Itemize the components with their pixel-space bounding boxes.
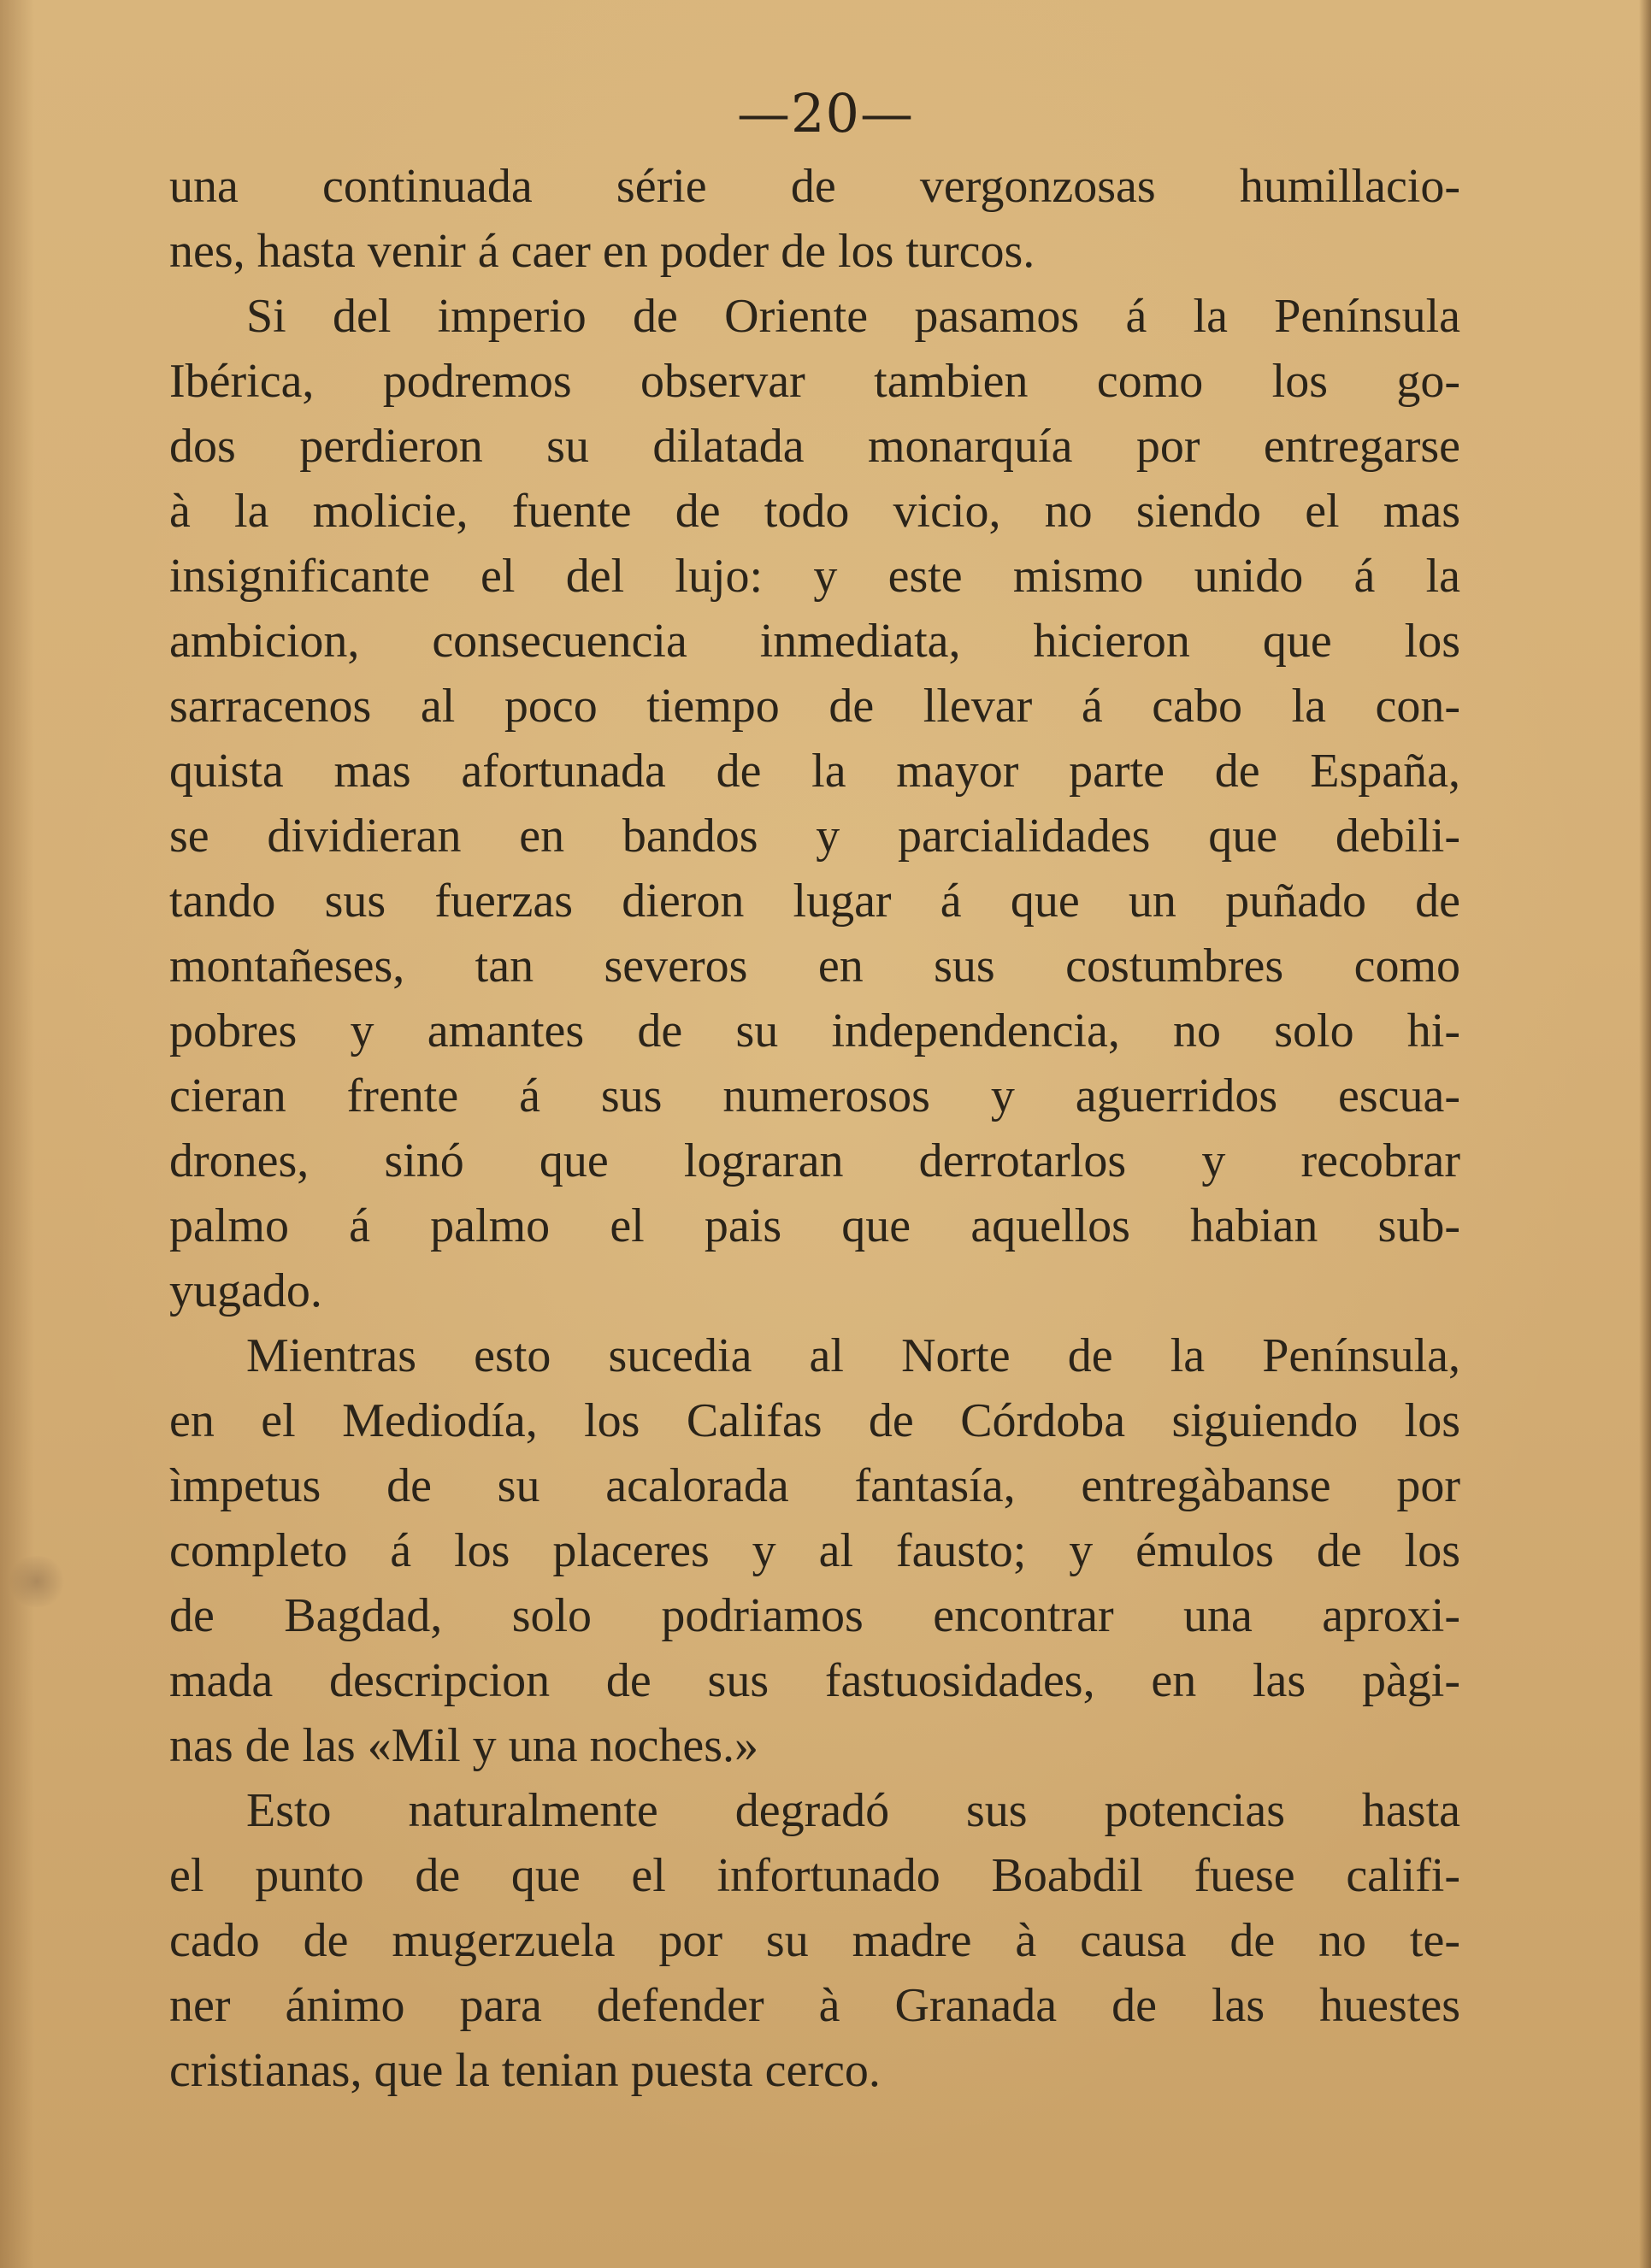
- text-line: mada descripcion de sus fastuosidades, en las pàgi-: [169, 1654, 1460, 1707]
- text-line: cristianas, que la tenian puesta cerco.: [169, 2044, 881, 2097]
- text-line: cado de mugerzuela por su madre à causa de no te-: [169, 1914, 1460, 1967]
- text-line: sarracenos al poco tiempo de llevar á cabo la con-: [169, 680, 1460, 733]
- page-right-edge: [1639, 0, 1651, 2268]
- text-line: en el Mediodía, los Califas de Córdoba siguiendo los: [169, 1394, 1460, 1447]
- text-line: ner ánimo para defender à Granada de las huestes: [169, 1979, 1460, 2032]
- page-left-shadow: [0, 0, 34, 2268]
- text-line: completo á los placeres y al fausto; y émulos de los: [169, 1524, 1460, 1577]
- text-line: pobres y amantes de su independencia, no solo hi-: [169, 1004, 1460, 1057]
- text-line: ìmpetus de su acalorada fantasía, entregàbanse por: [169, 1459, 1460, 1512]
- text-line: Mientras esto sucedia al Norte de la Península,: [246, 1329, 1460, 1382]
- text-line: una continuada série de vergonzosas humillacio-: [169, 160, 1460, 213]
- text-line: palmo á palmo el pais que aquellos habian sub-: [169, 1199, 1460, 1252]
- text-line: de Bagdad, solo podriamos encontrar una aproxi-: [169, 1589, 1460, 1642]
- text-line: ambicion, consecuencia inmediata, hicieron que los: [169, 615, 1460, 668]
- paper-stain: [7, 1556, 67, 1607]
- text-line: insignificante el del lujo: y este mismo unido á la: [169, 550, 1460, 603]
- text-line: se dividieran en bandos y parcialidades que debili-: [169, 810, 1460, 863]
- text-line: nes, hasta venir á caer en poder de los turcos.: [169, 225, 1035, 278]
- page-number: —20—: [737, 82, 914, 144]
- text-line: nas de las «Mil y una noches.»: [169, 1719, 758, 1772]
- text-line: cieran frente á sus numerosos y aguerridos escua-: [169, 1069, 1460, 1122]
- text-line: dos perdieron su dilatada monarquía por entregarse: [169, 420, 1460, 473]
- text-line: el punto de que el infortunado Boabdil fuese califi-: [169, 1849, 1460, 1902]
- body-text: [169, 154, 1460, 2103]
- text-line: Ibérica, podremos observar tambien como los go-: [169, 355, 1460, 408]
- text-line: quista mas afortunada de la mayor parte de España,: [169, 745, 1460, 798]
- text-line: drones, sinó que lograran derrotarlos y recobrar: [169, 1134, 1460, 1187]
- text-line: Si del imperio de Oriente pasamos á la Península: [246, 290, 1460, 343]
- text-line: à la molicie, fuente de todo vicio, no siendo el mas: [169, 485, 1460, 538]
- text-line: yugado.: [169, 1264, 322, 1317]
- text-line: montañeses, tan severos en sus costumbres como: [169, 940, 1460, 993]
- text-line: tando sus fuerzas dieron lugar á que un puñado de: [169, 875, 1460, 928]
- text-line: Esto naturalmente degradó sus potencias hasta: [246, 1784, 1460, 1837]
